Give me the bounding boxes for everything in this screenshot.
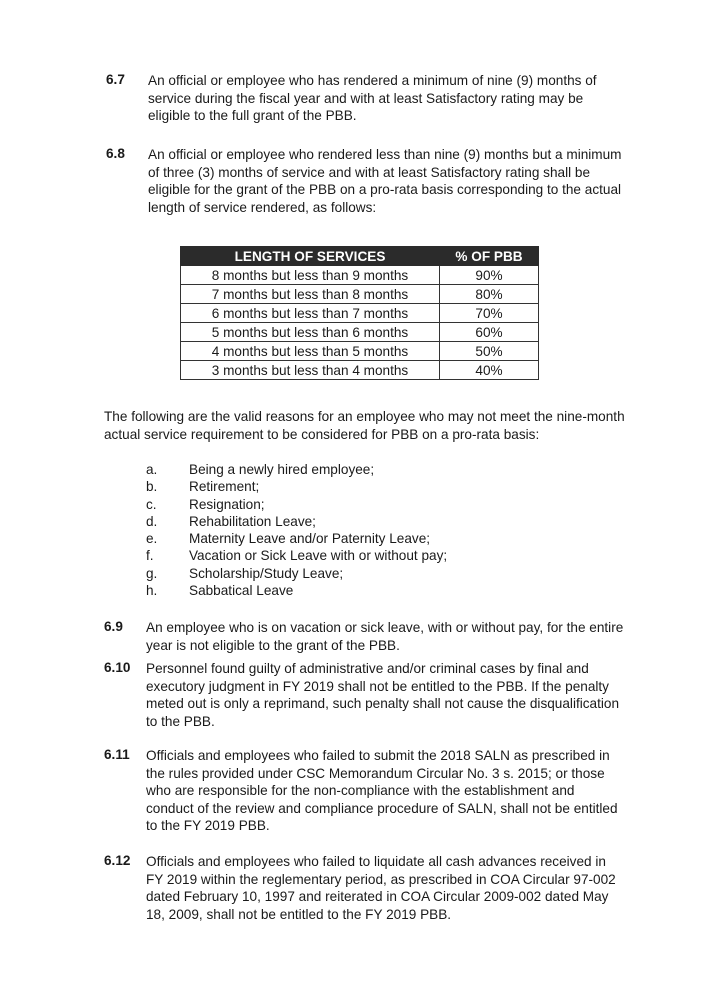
list-item [146, 565, 447, 582]
section-number: 6.11 [104, 747, 130, 762]
list-text: Resignation; [189, 496, 265, 512]
list-text: Sabbatical Leave [189, 583, 294, 599]
section-text: Officials and employees who failed to liquidate all cash advances received in FY 2019 within the reglementary period, as prescribed in COA Circular 97-002 dated February 10, 1997 and reiterated in COA Circular 2009-002 dated May 18, 2009, shall not be entitled to the FY 2019 PBB. [146, 854, 616, 922]
table-row [181, 285, 539, 304]
table-cell: 8 months but less than 9 months [181, 266, 440, 285]
table-cell: 50% [440, 342, 539, 361]
list-text: Vacation or Sick Leave with or without pay; [189, 548, 448, 564]
list-letter: a. [146, 462, 158, 477]
table-cell: 70% [440, 304, 539, 323]
list-item [146, 547, 447, 564]
section-number: 6.9 [104, 619, 123, 634]
section-text: An official or employee who rendered less than nine (9) months but a minimum of three (3) months of service and with at least Satisfactory rating shall be eligible for the grant of the PBB on a pro-rata basis corresponding to the actual length of service rendered, as follows: [148, 147, 622, 215]
column-header: LENGTH OF SERVICES [181, 247, 440, 266]
list-letter: g. [146, 565, 158, 581]
reasons-list [146, 461, 447, 599]
section-number: 6.8 [106, 146, 125, 161]
table-cell: 7 months but less than 8 months [181, 285, 440, 304]
table-row [181, 361, 539, 380]
pbb-table [180, 246, 539, 380]
list-letter: f. [146, 548, 154, 564]
table-row [181, 342, 539, 361]
list-item [146, 530, 447, 547]
list-text: Scholarship/Study Leave; [189, 565, 344, 581]
section-text: Officials and employees who failed to submit the 2018 SALN as prescribed in the rules provided under CSC Memorandum Circular No. 3 s. 2015; or those who are responsible for the non-compliance with the establishment and conduct of the review and compliance procedure of SALN, shall not be entitled to the FY 2019 PBB. [146, 748, 618, 834]
list-item [146, 496, 447, 513]
section-text: An official or employee who has rendered a minimum of nine (9) months of service during the fiscal year and with at least Satisfactory rating may be eligible to the full grant of the PBB. [148, 73, 597, 124]
list-letter: d. [146, 513, 158, 529]
list-item [146, 513, 447, 530]
reasons-intro: The following are the valid reasons for an employee who may not meet the nine-month actual service requirement to be considered for PBB on a pro-rata basis: [104, 409, 625, 442]
table-row [181, 304, 539, 323]
section-text: Personnel found guilty of administrative and/or criminal cases by final and executory judgment in FY 2019 shall not be entitled to the PBB. If the penalty meted out is only a reprimand, such penalty shall not cause the disqualification to the PBB. [146, 661, 620, 729]
table-cell: 6 months but less than 7 months [181, 304, 440, 323]
table-cell: 5 months but less than 6 months [181, 323, 440, 342]
section-number: 6.10 [104, 660, 131, 675]
table-cell: 60% [440, 323, 539, 342]
list-item [146, 461, 447, 478]
list-item [146, 478, 447, 495]
table-cell: 3 months but less than 4 months [181, 361, 440, 380]
column-header: % OF PBB [440, 247, 539, 266]
section-number: 6.12 [104, 853, 131, 868]
list-letter: c. [146, 496, 157, 512]
table-row [181, 266, 539, 285]
list-text: Rehabilitation Leave; [189, 513, 316, 529]
table-header-row [181, 247, 539, 266]
section-text: An employee who is on vacation or sick leave, with or without pay, for the entire year is not eligible to the grant of the PBB. [146, 620, 624, 653]
table-cell: 4 months but less than 5 months [181, 342, 440, 361]
list-letter: e. [146, 531, 158, 547]
list-text: Being a newly hired employee; [189, 462, 375, 477]
list-text: Retirement; [189, 479, 260, 495]
list-item [146, 582, 447, 599]
section-number: 6.7 [106, 72, 125, 87]
table-row [181, 323, 539, 342]
list-text: Maternity Leave and/or Paternity Leave; [189, 531, 431, 547]
table-cell: 40% [440, 361, 539, 380]
table-cell: 90% [440, 266, 539, 285]
list-letter: h. [146, 583, 158, 599]
list-letter: b. [146, 479, 158, 495]
table-cell: 80% [440, 285, 539, 304]
